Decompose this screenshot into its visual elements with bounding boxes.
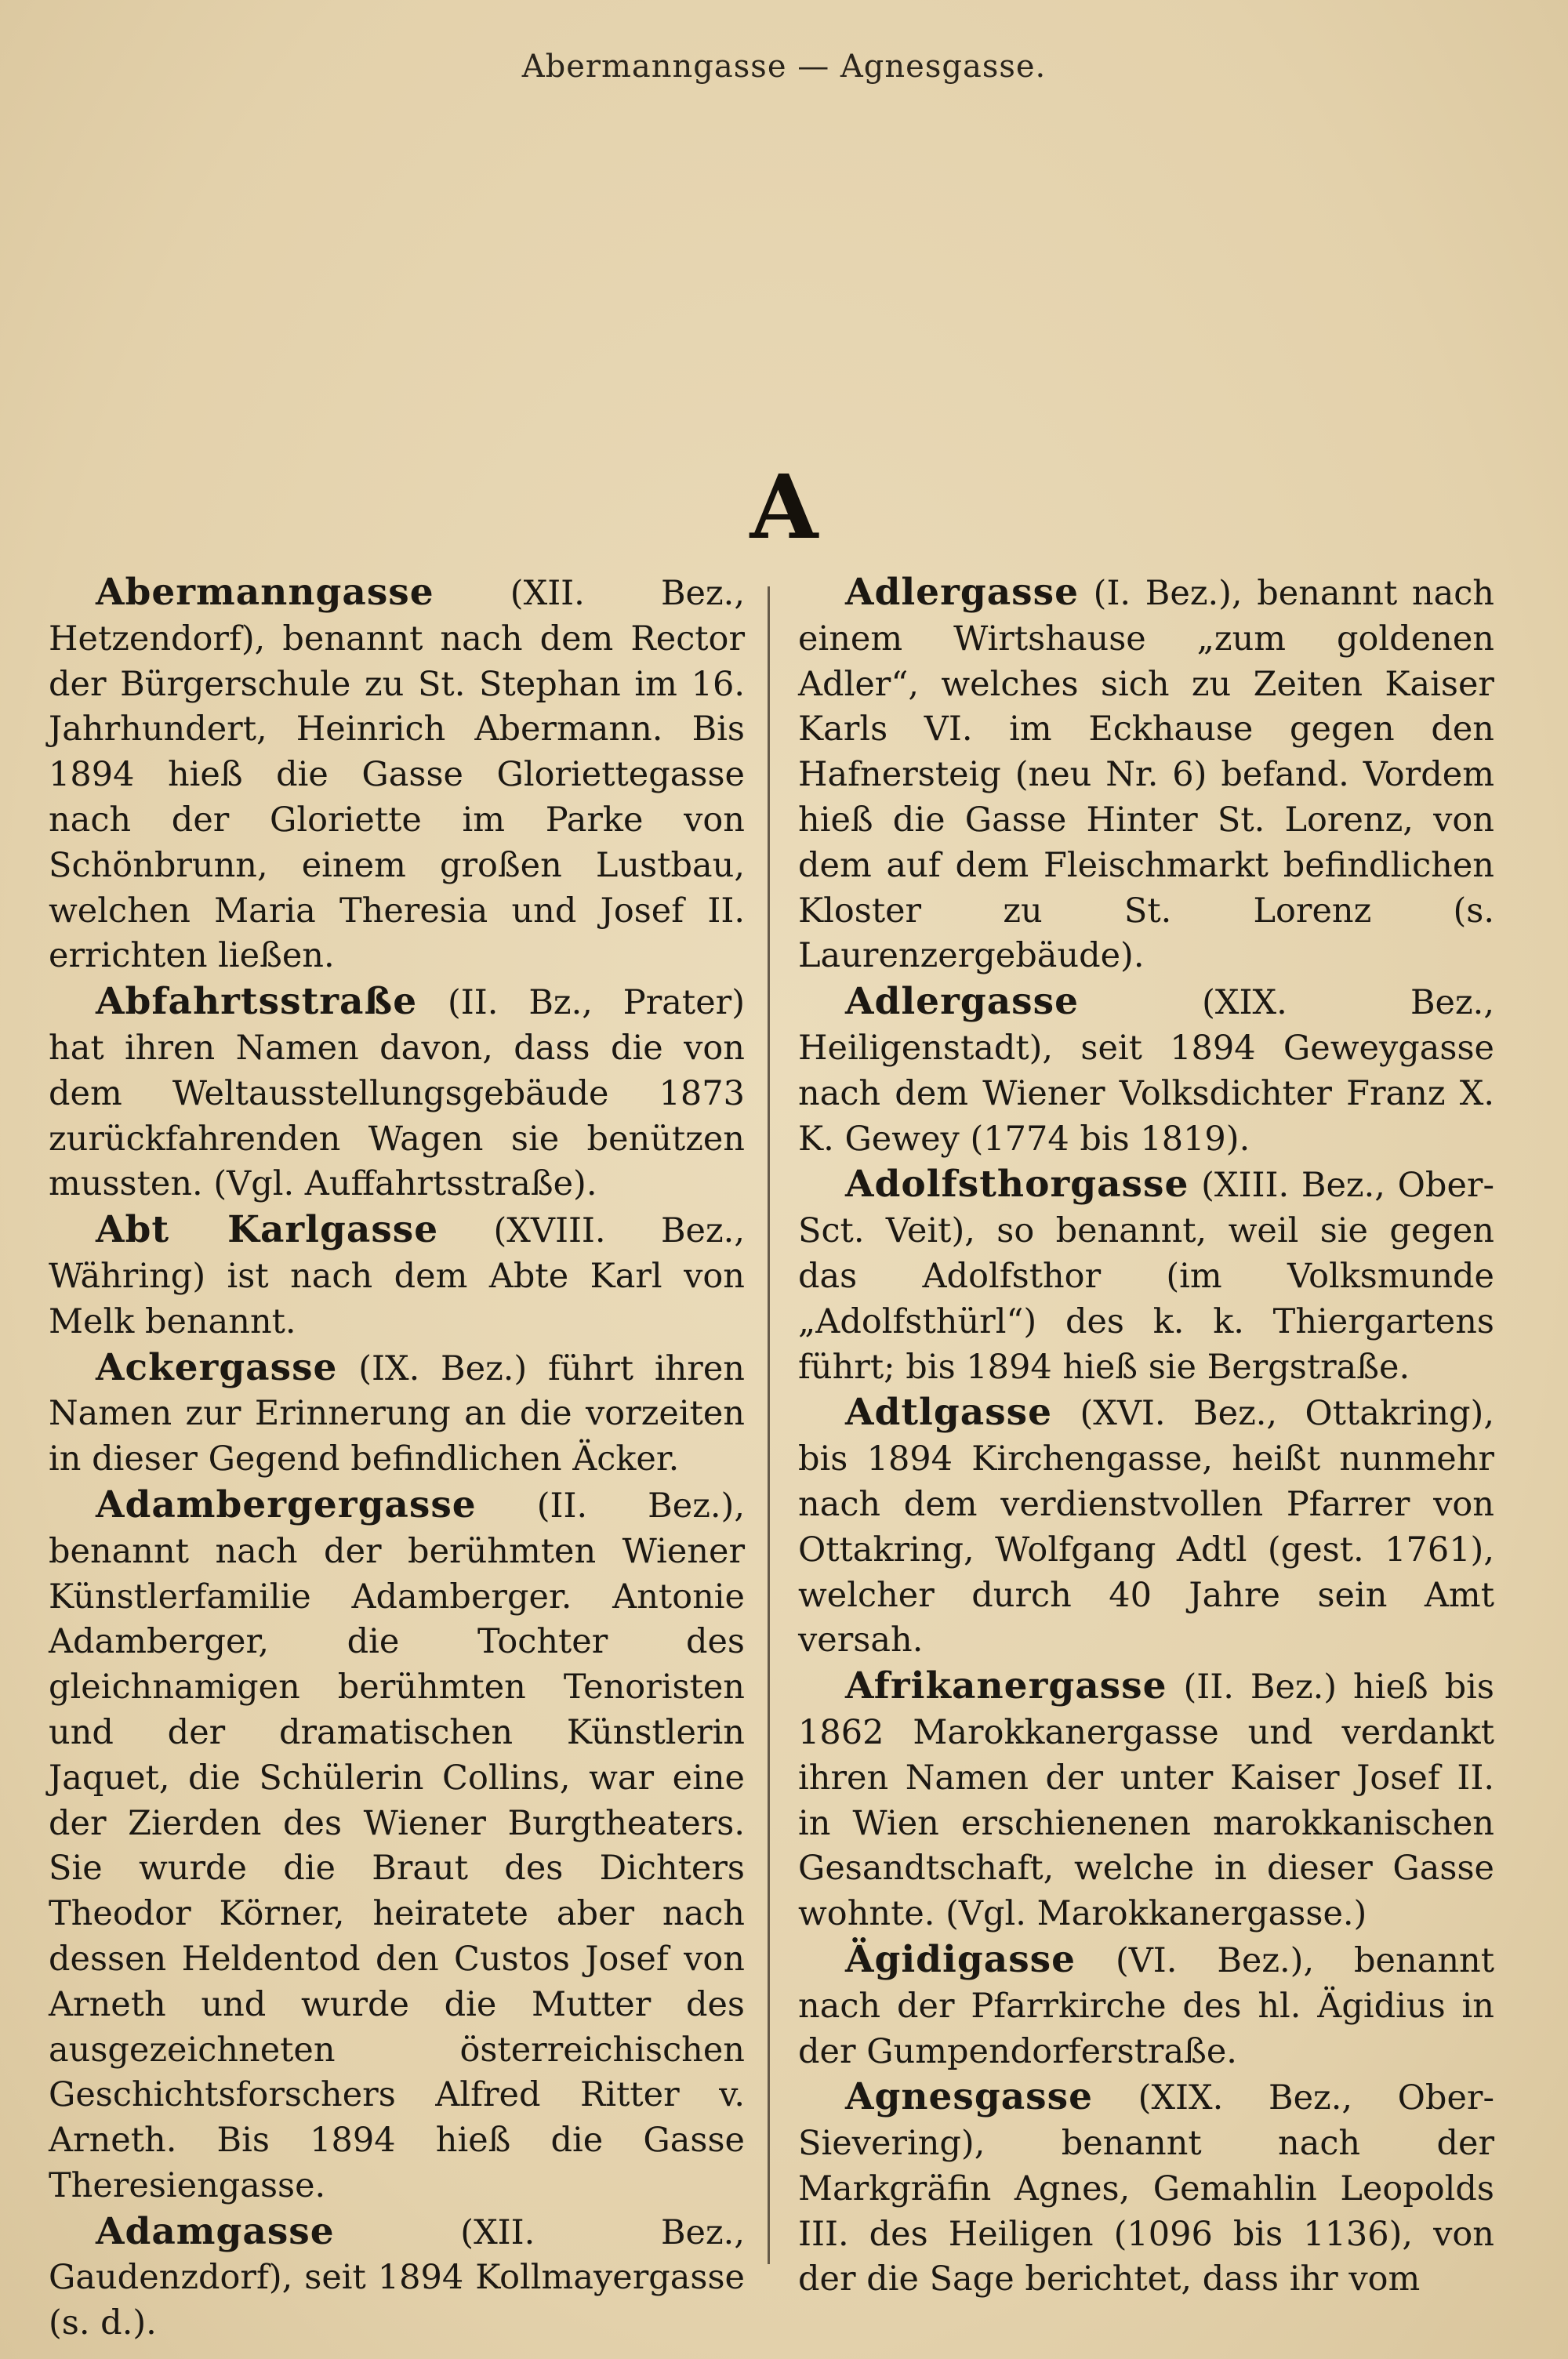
headword: Abfahrtsstraße — [96, 980, 418, 1024]
running-head: Abermanngasse — Agnesgasse. — [521, 49, 1047, 85]
entry-adambergergasse — [49, 1483, 745, 2209]
entry-text: (II. Bez.) hieß bis 1862 Marokkanergasse und verdankt ihren Namen der unter Kaiser Josef II. in Wien erschienenen marokkanischen Gesandtschaft, welche in dieser Gasse wohnte. (Vgl. Marokkanergasse.) — [798, 1668, 1494, 1934]
headword: Adamgasse — [96, 2209, 335, 2253]
entry-adolfsthorgasse — [798, 1162, 1494, 1390]
entry-adlergasse-xix — [798, 979, 1494, 1162]
section-letter: A — [750, 456, 818, 559]
column-divider — [768, 586, 770, 2264]
entry-text: (IX. Bez.) führt ihren Namen zur Erinnerung an die vorzeiten in dieser Gegend befindlichen Äcker. — [49, 1348, 745, 1479]
entry-adamgasse — [49, 2209, 745, 2346]
headword: Abermanngasse — [96, 571, 434, 614]
entry-text: (II. Bez.), benannt nach der berühmten Wiener Künstlerfamilie Adamberger. Antonie Adamberger, die Tochter des gleichnamigen berühmten Tenoristen und der dramatischen Künstlerin Jaquet, die Schülerin Collins, war eine der Zierden des Wiener Burgtheaters. Sie wurde die Braut des Dichters Theodor Körner, heiratete aber nach dessen Heldentod den Custos Josef von Arneth und wurde die Mutter des ausgezeichneten österreichischen Geschichtsforschers Alfred Ritter v. Arneth. Bis 1894 hieß die Gasse Theresiengasse. — [49, 1486, 745, 2205]
headword: Adambergergasse — [96, 1483, 477, 1526]
entry-text: (XIX. Bez., Ober-Sievering), benannt nach der Markgräfin Agnes, Gemahlin Leopolds III. des Heiligen (1096 bis 1136), von der die Sage berichtet, dass ihr vom — [798, 2078, 1494, 2299]
headword: Adlergasse — [845, 980, 1079, 1024]
entry-text: (II. Bz., Prater) hat ihren Namen davon, dass die von dem Weltausstellungsgebäude 1873 zurückfahrenden Wagen sie benützen mussten. (Vgl. Auffahrtsstraße). — [49, 983, 745, 1204]
entry-aegidigasse — [798, 1937, 1494, 2074]
headword: Adlergasse — [845, 571, 1079, 614]
entry-text: (XVI. Bez., Ottakring), bis 1894 Kirchengasse, heißt nunmehr nach dem verdienstvollen Pfarrer von Ottakring, Wolfgang Adtl (gest. 1761), welcher durch 40 Jahre sein Amt versah. — [798, 1394, 1494, 1660]
entry-text: (XVIII. Bez., Währing) ist nach dem Abte Karl von Melk benannt. — [49, 1211, 745, 1341]
headword: Ackergasse — [96, 1345, 338, 1389]
entry-text: (VI. Bez.), benannt nach der Pfarrkirche des hl. Ägidius in der Gumpendorferstraße. — [798, 1940, 1494, 2071]
entry-abt-karlgasse — [49, 1207, 745, 1345]
entry-text: (XIX. Bez., Heiligenstadt), seit 1894 Geweygasse nach dem Wiener Volksdichter Franz X. K. Gewey (1774 bis 1819). — [798, 983, 1494, 1159]
entry-ackergasse — [49, 1345, 745, 1483]
entry-abfahrtsstrasse — [49, 979, 745, 1207]
headword: Ägidigasse — [845, 1937, 1076, 1981]
entry-adtlgasse — [798, 1390, 1494, 1664]
entry-abermanngasse — [49, 570, 745, 979]
headword: Abt Karlgasse — [96, 1208, 439, 1252]
right-column — [798, 570, 1494, 2303]
entry-text: (XII. Bez., Gaudenzdorf), seit 1894 Kollmayergasse (s. d.). — [49, 2212, 745, 2343]
entry-afrikanergasse — [798, 1664, 1494, 1937]
headword: Afrikanergasse — [845, 1664, 1167, 1708]
entry-agnesgasse — [798, 2074, 1494, 2303]
headword: Adtlgasse — [845, 1391, 1053, 1435]
entry-adlergasse-i — [798, 570, 1494, 979]
entry-text: (XIII. Bez., Ober-Sct. Veit), so benannt, weil sie gegen das Adolfsthor (im Volksmunde „Adolfsthürl“) des k. k. Thiergartens führt; bis 1894 hieß sie Bergstraße. — [798, 1166, 1494, 1387]
headword: Adolfsthorgasse — [845, 1163, 1189, 1207]
left-column — [49, 570, 745, 2346]
entry-text: (I. Bez.), benannt nach einem Wirtshause „zum goldenen Adler“, welches sich zu Zeiten Kaiser Karls VI. im Eckhause gegen den Hafnersteig (neu Nr. 6) befand. Vordem hieß die Gasse Hinter St. Lorenz, von dem auf dem Fleischmarkt befindlichen Kloster zu St. Lorenz (s. Laurenzergebäude). — [798, 574, 1494, 976]
headword: Agnesgasse — [845, 2075, 1094, 2119]
entry-text: (XII. Bez., Hetzendorf), benannt nach dem Rector der Bürgerschule zu St. Stephan im 16. Jahrhundert, Heinrich Abermann. Bis 1894 hieß die Gasse Gloriettegasse nach der Gloriette im Parke von Schönbrunn, einem großen Lustbau, welchen Maria Theresia und Josef II. errichten ließen. — [49, 574, 745, 976]
